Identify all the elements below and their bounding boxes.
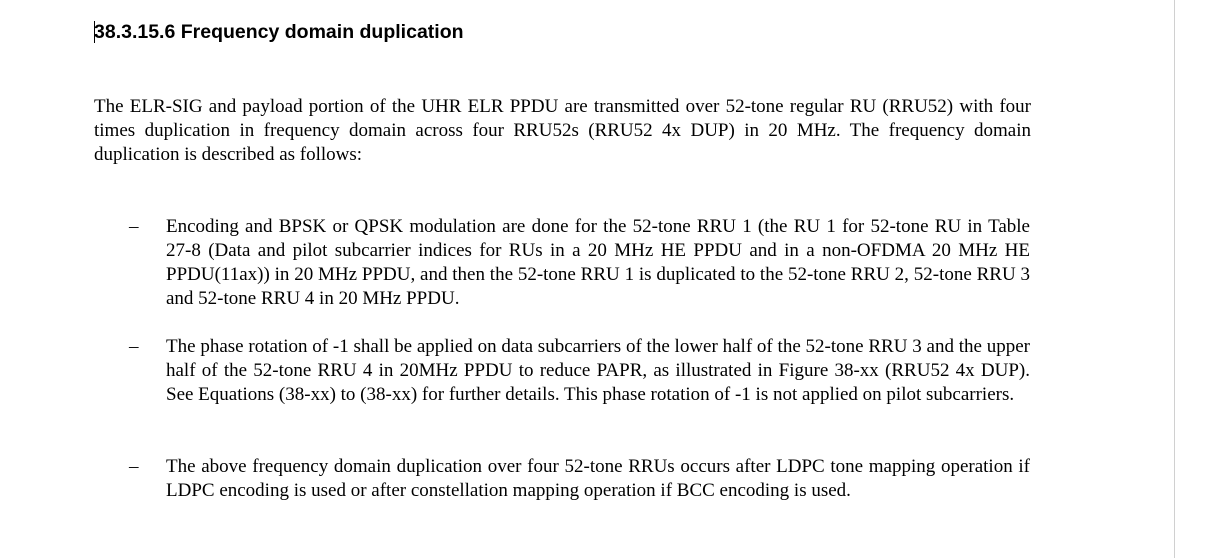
page-edge-divider bbox=[1174, 0, 1175, 558]
list-item-text: The phase rotation of -1 shall be applied on data subcarriers of the lower half of the 52-tone RRU 3 and the upper half of the 52-tone RRU 4 in 20MHz PPDU to reduce PAPR, as illustrated in Figure 38-xx (RRU52 4x DUP). See Equations (38-xx) to (38-xx) for further details. This phase rotation of -1 is not applied on pilot subcarriers. bbox=[166, 336, 1030, 405]
list-item-text: Encoding and BPSK or QPSK modulation are done for the 52-tone RRU 1 (the RU 1 for 52-tone RU in Table 27-8 (Data and pilot subcarrier indices for RUs in a 20 MHz HE PPDU and in a non-OFDMA 20 MHz HE PPDU(11ax)) in 20 MHz PPDU, and then the 52-tone RRU 1 is duplicated to the 52-tone RRU 2, 52-tone RRU 3 and 52-tone RRU 4 in 20 MHz PPDU. bbox=[166, 216, 1030, 309]
list-item-text: The above frequency domain duplication over four 52-tone RRUs occurs after LDPC tone mapping operation if LDPC encoding is used or after constellation mapping operation if BCC encoding is used. bbox=[166, 456, 1030, 501]
intro-paragraph: The ELR-SIG and payload portion of the UHR ELR PPDU are transmitted over 52-tone regular RU (RRU52) with four times duplication in frequency domain across four RRU52s (RRU52 4x DUP) in 20 MHz. The frequency domain duplication is described as follows: bbox=[94, 96, 1031, 165]
dash-bullet: – bbox=[129, 216, 139, 237]
section-heading: 38.3.15.6 Frequency domain duplication bbox=[94, 21, 464, 43]
dash-bullet: – bbox=[129, 456, 139, 477]
dash-bullet: – bbox=[129, 336, 139, 357]
